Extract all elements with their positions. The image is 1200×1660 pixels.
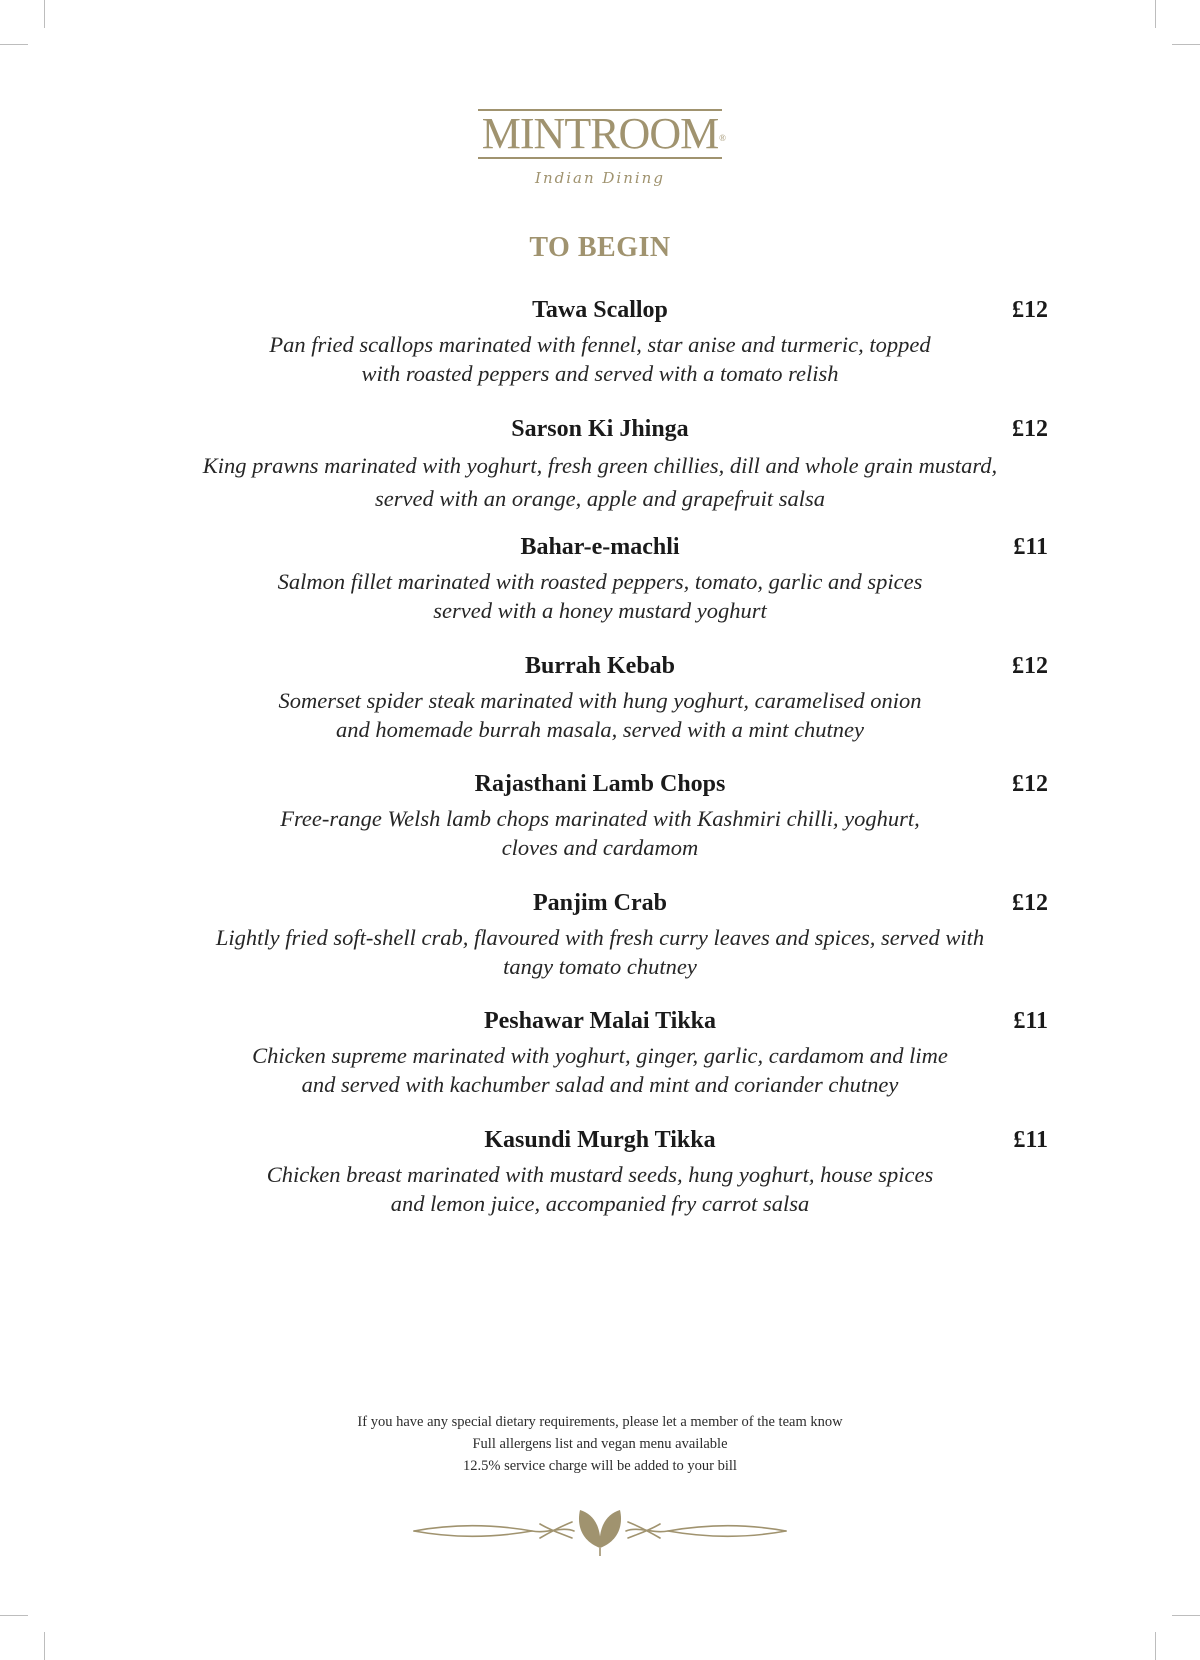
item-description-line: Free-range Welsh lamb chops marinated with Kashmiri chilli, yoghurt,	[280, 806, 920, 831]
item-description	[150, 686, 1050, 744]
menu-item	[0, 415, 1200, 534]
item-description	[150, 330, 1050, 388]
crop-mark	[1172, 1615, 1200, 1616]
crop-mark	[0, 1615, 28, 1616]
item-description-line: served with a honey mustard yoghurt	[433, 598, 767, 623]
item-price: £11	[1013, 1008, 1048, 1034]
crop-mark	[1155, 1632, 1156, 1660]
item-name: Panjim Crab	[533, 889, 667, 916]
item-name: Sarson Ki Jhinga	[511, 415, 689, 442]
footer-service-charge-note: 12.5% service charge will be added to your bill	[463, 1458, 737, 1474]
item-price: £12	[1012, 297, 1048, 323]
section-title: TO BEGIN	[529, 232, 671, 263]
menu-item	[0, 533, 1200, 652]
item-description-line: cloves and cardamom	[501, 835, 699, 860]
menu-item	[0, 889, 1200, 1008]
item-description	[150, 1160, 1050, 1218]
item-description	[150, 923, 1050, 981]
item-description-line: and served with kachumber salad and mint and coriander chutney	[301, 1072, 899, 1097]
footer-notes	[0, 1411, 1200, 1477]
menu-item	[0, 1126, 1200, 1245]
item-name: Tawa Scallop	[532, 297, 668, 323]
menu-item	[0, 770, 1200, 889]
item-description-line: King prawns marinated with yoghurt, fresh green chillies, dill and whole grain mustard,	[202, 452, 998, 478]
item-name: Kasundi Murgh Tikka	[484, 1126, 716, 1153]
item-description-line: Pan fried scallops marinated with fennel, star anise and turmeric, topped	[269, 332, 931, 357]
item-price: £12	[1012, 889, 1048, 916]
item-description-line: with roasted peppers and served with a tomato relish	[361, 361, 839, 386]
crop-mark	[1155, 0, 1156, 28]
menu-item	[0, 296, 1200, 415]
logo-tagline: Indian Dining	[535, 169, 665, 187]
menu-item	[0, 652, 1200, 771]
item-description-line: Somerset spider steak marinated with hung yoghurt, caramelised onion	[278, 687, 922, 713]
footer-allergens-note: Full allergens list and vegan menu available	[472, 1436, 728, 1452]
item-price: £11	[1013, 534, 1048, 560]
item-description	[150, 567, 1050, 625]
item-description-line: Salmon fillet marinated with roasted peppers, tomato, garlic and spices	[277, 569, 923, 594]
menu-item	[0, 1007, 1200, 1126]
item-description	[150, 804, 1050, 862]
logo-wordmark	[478, 109, 726, 158]
item-description-line: and homemade burrah masala, served with a mint chutney	[335, 716, 865, 742]
logo-wordmark-text: MINTROOM	[481, 109, 719, 158]
leaf-divider-icon	[412, 1504, 788, 1558]
crop-mark	[1172, 44, 1200, 45]
item-price: £12	[1012, 652, 1048, 679]
crop-mark	[44, 0, 45, 28]
item-price: £11	[1013, 1126, 1048, 1153]
item-description-line: Chicken breast marinated with mustard seeds, hung yoghurt, house spices	[266, 1161, 934, 1187]
item-name: Peshawar Malai Tikka	[483, 1008, 717, 1034]
item-description-line: Lightly fried soft-shell crab, flavoured with fresh curry leaves and spices, served with	[215, 924, 985, 950]
item-price: £12	[1012, 771, 1048, 797]
item-description-line: and lemon juice, accompanied fry carrot salsa	[390, 1190, 810, 1216]
item-description-line: tangy tomato chutney	[503, 953, 697, 979]
item-description-line: served with an orange, apple and grapefruit salsa	[375, 485, 825, 511]
item-description-line: Chicken supreme marinated with yoghurt, ginger, garlic, cardamom and lime	[252, 1043, 948, 1068]
item-description	[150, 1041, 1050, 1099]
item-name: Bahar-e-machli	[520, 534, 680, 560]
item-price: £12	[1012, 415, 1048, 442]
item-name: Rajasthani Lamb Chops	[474, 771, 726, 797]
item-description	[150, 449, 1050, 515]
menu-items	[0, 296, 1200, 1244]
footer-dietary-note: If you have any special dietary requirements, please let a member of the team know	[357, 1414, 843, 1430]
crop-mark	[0, 44, 28, 45]
item-name: Burrah Kebab	[524, 652, 676, 679]
restaurant-logo	[478, 109, 726, 187]
crop-mark	[44, 1632, 45, 1660]
logo-registered-mark: ®	[719, 133, 726, 143]
